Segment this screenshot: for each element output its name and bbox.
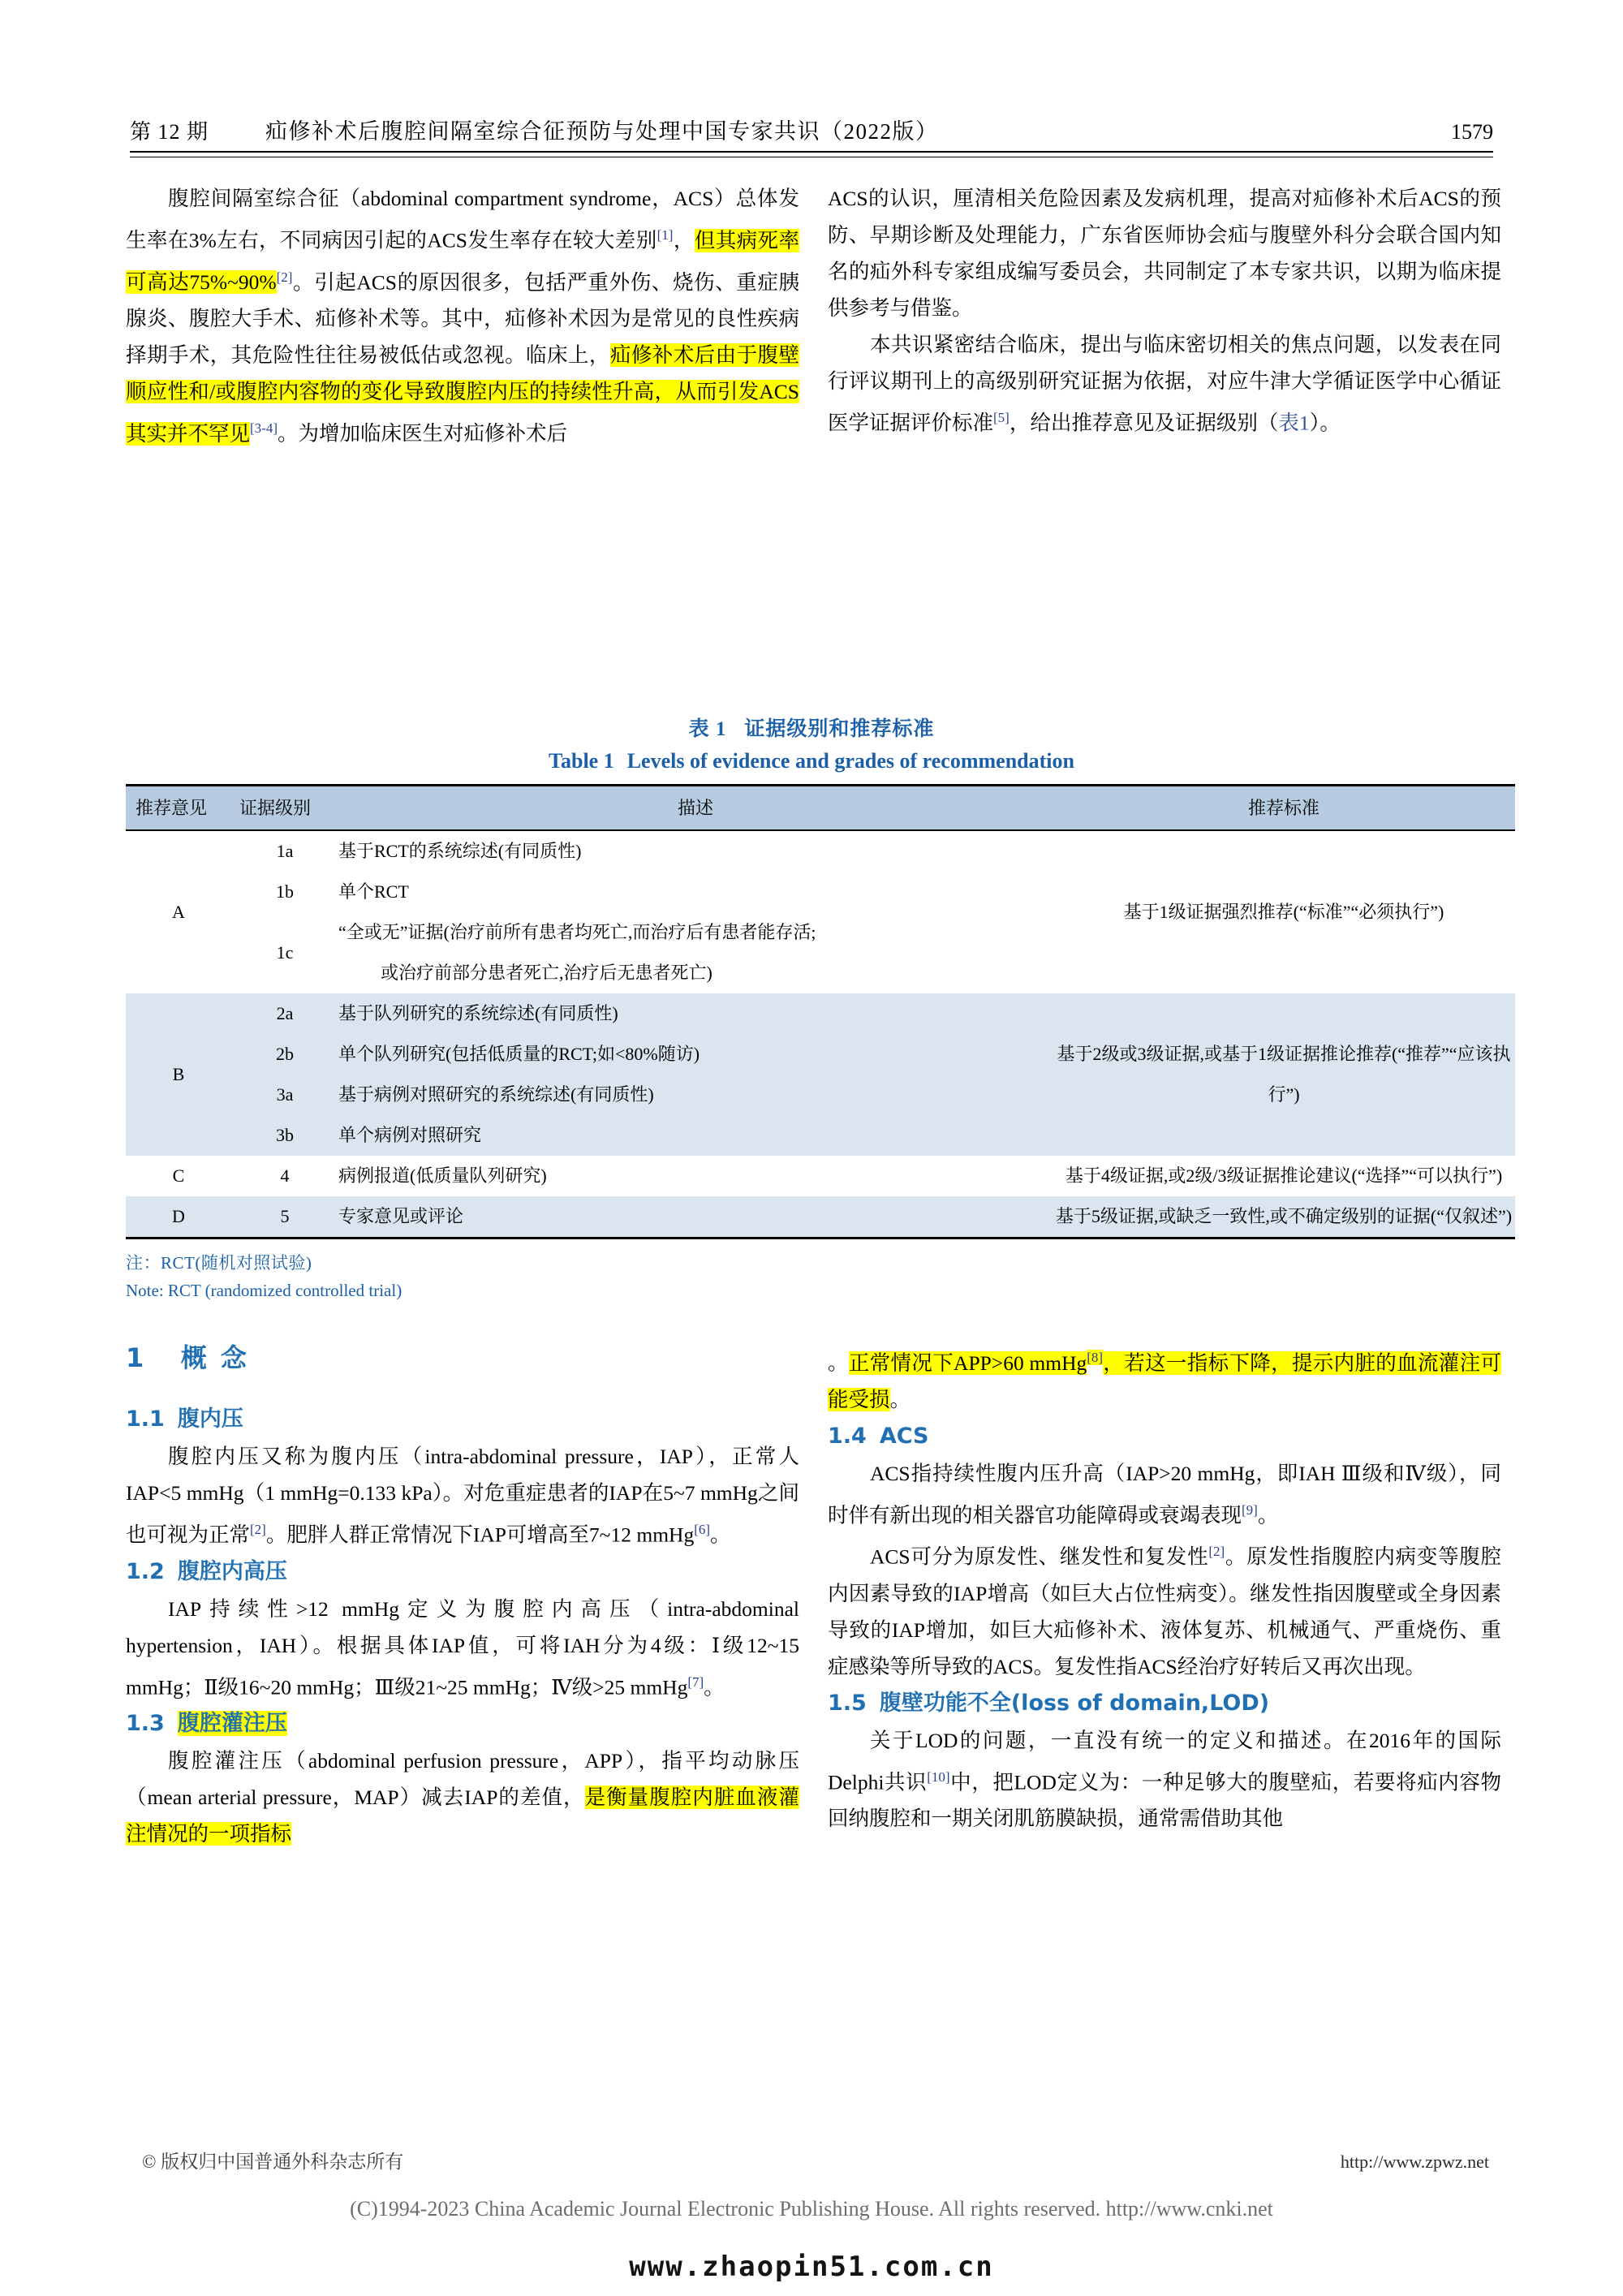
iap-text-2: 。肥胖人群正常情况下IAP可增高至7~12 mmHg [265, 1523, 695, 1547]
table-caption-chinese [126, 714, 1497, 745]
citation-ref-10: [10] [927, 1768, 950, 1785]
paragraph-1-3-body-part1 [126, 1742, 799, 1852]
section-1-number: 1 [126, 1342, 147, 1373]
table-notes [126, 1249, 1497, 1304]
right-column-bottom [828, 1339, 1501, 1837]
table-row [126, 1156, 1515, 1196]
subsection-1-1-title: 腹内压 [177, 1406, 243, 1432]
cell-description: 基于RCT的系统综述(有同质性) [338, 841, 582, 861]
table-1-block [126, 714, 1513, 1304]
cell-description: 基于队列研究的系统综述(有同质性) [338, 993, 1053, 1034]
paragraph-1-1-body [126, 1438, 799, 1553]
cell-evidence-level: 5 [231, 1196, 338, 1238]
app-text-3: 。 [889, 1387, 911, 1411]
copyright-notice: © 版权归中国普通外科杂志所有 [142, 2152, 404, 2172]
cell-description: 单个病例对照研究 [338, 1115, 1053, 1156]
subsection-1-3-title: 腹腔灌注压 [177, 1711, 287, 1736]
cell-description: 单个RCT [338, 881, 409, 902]
iah-text-1: IAP持续性>12 mmHg定义为腹腔内高压（intra-abdominal hypertension，IAH）。根据具体IAP值，可将IAH分为4级：Ⅰ级12~15 mmHg；Ⅱ级16~20 mmHg；Ⅲ级21~25 mmHg；Ⅳ级>25 mmHg [126, 1596, 799, 1699]
evidence-levels-table [126, 784, 1515, 1239]
cell-recommendation-standard: 基于5级证据,或缺乏一致性,或不确定级别的证据(“仅叙述”) [1053, 1196, 1515, 1238]
paragraph-intro-2: ACS的认识，厘清相关危险因素及发病机理，提高对疝修补术后ACS的预防、早期诊断及处理能力，广东省医师协会疝与腹壁外科分会联合国内知名的疝外科专家组成编写委员会，共同制定了本专家共识，以期为临床提供参考与借鉴。 [828, 187, 1501, 320]
cell-evidence-level: 3a [231, 1075, 338, 1115]
cell-description: 单个队列研究(包括低质量的RCT;如<80%随访) [338, 1034, 1053, 1075]
intro-text-1: 腹腔间隔室综合征（abdominal compartment syndrome，ACS）总体发生率在3%左右，不同病因引起的ACS发生率存在较大差别 [126, 187, 799, 252]
cell-recommendation-standard: 基于4级证据,或2级/3级证据推论建议(“选择”“可以执行”) [1065, 1165, 1503, 1186]
acs-def-text-2: 。 [1257, 1503, 1279, 1527]
table-caption-cn-number: 表 1 [688, 718, 727, 740]
cell-description: 基于病例对照研究的系统综述(有同质性) [338, 1075, 1053, 1115]
intro-text-2: ， [673, 228, 695, 252]
table-cross-reference[interactable]: 表1 [1278, 411, 1310, 435]
cell-evidence-level: 1c [276, 942, 294, 963]
citation-ref-2b: [2] [250, 1522, 266, 1537]
paragraph-intro-1 [126, 180, 799, 452]
table-caption-cn-text: 证据级别和推荐标准 [744, 718, 935, 740]
table-header-row [126, 786, 1515, 831]
paragraph-1-4-body-2 [828, 1533, 1501, 1685]
cell-recommendation-grade: A [172, 902, 185, 922]
header-rule [130, 151, 1493, 157]
left-column-bottom [126, 1339, 799, 1852]
cell-description-continuation: 或治疗前部分患者死亡,治疗后无患者死亡) [381, 963, 712, 983]
subsection-heading-1-2 [126, 1553, 799, 1591]
issue-number: 第 12 期 [130, 120, 209, 144]
citation-ref-2: [2] [276, 269, 293, 285]
consensus-text-2: ，给出推荐意见及证据级别（ [1009, 411, 1279, 435]
iap-text-1: 腹腔内压又称为腹内压（intra-abdominal pressure，IAP），正常人IAP<5 mmHg（1 mmHg=0.133 kPa）。对危重症患者的IAP在5~7 mmHg之间也可视为正常 [126, 1445, 799, 1547]
cell-evidence-level: 2b [231, 1034, 338, 1075]
table-body [126, 830, 1515, 1238]
highlighted-mortality-text: 但其病死率可高达75%~90% [126, 228, 799, 294]
table-row [126, 1196, 1515, 1238]
cnki-watermark-line: (C)1994-2023 China Academic Journal Electronic Publishing House. All rights reserved. http://www.cnki.net [350, 2197, 1273, 2221]
highlighted-mechanism-text: 疝修补术后由于腹壁顺应性和/或腹腔内容物的变化导致腹腔内压的持续性升高，从而引发ACS其实并不罕见 [126, 343, 799, 446]
acs-class-text-2: 。原发性指腹腔内病变等腹腔内因素导致的IAP增高（如巨大占位性病变）。继发性指因腹壁或全身因素导致的IAP增加，如巨大疝修补术、液体复苏、机械通气、严重烧伤、重症感染等所导致的ACS。复发性指ACS经治疗好转后又再次出现。 [828, 1544, 1501, 1678]
table-note-english: Note: RCT (randomized controlled trial) [126, 1281, 403, 1300]
right-column-top [828, 180, 1501, 683]
cell-evidence-level: 4 [280, 1165, 290, 1186]
table-note-chinese: 注：RCT(随机对照试验) [126, 1253, 312, 1273]
cell-recommendation-grade: D [126, 1196, 231, 1238]
lod-text-1: 关于LOD的问题，一直没有统一的定义和描述。在2016年的国际Delphi共识 [828, 1728, 1501, 1794]
table-caption-en-text: Levels of evidence and grades of recommendation [626, 749, 1074, 773]
subsection-1-2-number: 1.2 [126, 1558, 165, 1584]
subsection-1-1-number: 1.1 [126, 1406, 165, 1432]
app-text-2: 。 [828, 1350, 849, 1375]
citation-ref-9: [9] [1242, 1501, 1258, 1518]
highlighted-app-normal-a: 正常情况下APP>60 mmHg [848, 1350, 1087, 1375]
journal-website-link[interactable]: http://www.zpwz.net [1340, 2152, 1489, 2172]
table-row [126, 830, 1515, 872]
acs-def-text-1: ACS指持续性腹内压升高（IAP>20 mmHg，即IAH Ⅲ级和Ⅳ级），同时伴有新出现的相关器官功能障碍或衰竭表现 [828, 1461, 1501, 1527]
column-header-standard: 推荐标准 [1053, 786, 1515, 831]
citation-ref-7: [7] [687, 1674, 704, 1690]
cell-recommendation-standard: 基于2级或3级证据,或基于1级证据推论推荐(“推荐”“应该执行”) [1053, 993, 1515, 1156]
cell-description: 专家意见或评论 [338, 1196, 1053, 1238]
cell-recommendation-grade: B [126, 993, 231, 1156]
site-watermark: www.zhaopin51.com.cn [629, 2251, 994, 2283]
citation-ref-3: [3-4] [250, 420, 278, 436]
table-caption-english [126, 745, 1497, 778]
column-header-description: 描述 [338, 786, 1053, 831]
iah-text-2: 。 [704, 1675, 725, 1699]
paragraph-1-4-body-1 [828, 1455, 1501, 1534]
subsection-1-4-number: 1.4 [828, 1423, 867, 1449]
footer-top-row [142, 2147, 1489, 2173]
subsection-1-4-title: ACS [879, 1423, 929, 1449]
subsection-heading-1-4 [828, 1418, 1501, 1455]
cell-evidence-level: 1b [276, 881, 294, 902]
cell-evidence-level: 1a [276, 841, 294, 861]
citation-ref-1: [1] [657, 227, 674, 243]
paragraph-1-2-body [126, 1591, 799, 1706]
cell-description: “全或无”证据(治疗前所有患者均死亡,而治疗后有患者能存活; 或治疗前部分患者死亡,治疗后无患者死亡) [338, 912, 1053, 993]
subsection-heading-1-3 [126, 1705, 799, 1742]
table-row [126, 993, 1515, 1034]
table-header [126, 786, 1515, 831]
intro-text-4: 。为增加临床医生对疝修补术后 [278, 421, 568, 446]
highlighted-app-indicator: 是衡量腹腔内脏血液灌注情况的一项指标 [126, 1786, 799, 1846]
page-number: 1579 [1451, 120, 1493, 144]
cell-recommendation-standard: 基于1级证据强烈推荐(“标准”“必须执行”) [1123, 902, 1444, 922]
left-column-top [126, 180, 799, 683]
citation-ref-8: [8] [1087, 1350, 1104, 1365]
cell-evidence-level: 3b [231, 1115, 338, 1156]
lod-text-2: 中，把LOD定义为：一种足够大的腹壁疝，若要将疝内容物回纳腹腔和一期关闭肌筋膜缺损，通常需借助其他 [828, 1770, 1501, 1830]
highlighted-app-normal-b: ，若这一指标下降，提示内脏的血流灌注可能受损 [828, 1350, 1501, 1411]
paragraph-1-3-body-part2 [828, 1339, 1501, 1418]
paragraph-1-5-body [828, 1722, 1501, 1837]
article-running-title: 疝修补术后腹腔间隔室综合征预防与处理中国专家共识（2022版） [265, 119, 939, 144]
subsection-heading-1-1 [126, 1401, 799, 1438]
running-head [130, 114, 1493, 145]
subsection-1-2-title: 腹腔内高压 [177, 1558, 287, 1584]
cell-evidence-level: 2a [231, 993, 338, 1034]
subsection-heading-1-5 [828, 1685, 1501, 1722]
acs-class-text-1: ACS可分为原发性、继发性和复发性 [870, 1544, 1209, 1569]
iap-text-3: 。 [710, 1523, 731, 1547]
consensus-text-1: 本共识紧密结合临床，提出与临床密切相关的焦点问题，以发表在同行评议期刊上的高级别研究证据为依据，对应牛津大学循证医学中心循证医学证据评价标准 [828, 333, 1501, 435]
intro-text-3: 。引起ACS的原因很多，包括严重外伤、烧伤、重症胰腺炎、腹腔大手术、疝修补术等。其中，疝修补术因为是常见的良性疾病择期手术，其危险性往往易被低估或忽视。临床上， [126, 270, 800, 367]
cell-recommendation-grade: C [172, 1165, 185, 1186]
paragraph-intro-3 [828, 326, 1501, 442]
subsection-1-3-number: 1.3 [126, 1711, 165, 1736]
section-1-title: 概 念 [180, 1342, 249, 1373]
column-header-recommendation: 推荐意见 [126, 786, 231, 831]
citation-ref-5: [5] [993, 410, 1010, 425]
column-header-evidence-level: 证据级别 [231, 786, 338, 831]
section-heading-1 [126, 1339, 799, 1376]
consensus-text-3: ）。 [1309, 411, 1341, 435]
citation-ref-2c: [2] [1208, 1544, 1225, 1559]
app-text-1: 腹腔灌注压（abdominal perfusion pressure，APP），指平均动脉压（mean arterial pressure，MAP）减去IAP的差值， [126, 1749, 799, 1809]
cell-description: 病例报道(低质量队列研究) [338, 1165, 547, 1186]
citation-ref-6: [6] [694, 1522, 711, 1537]
table-caption-en-number: Table 1 [549, 749, 614, 773]
subsection-1-5-number: 1.5 [828, 1690, 867, 1716]
subsection-1-5-title: 腹壁功能不全(loss of domain,LOD) [879, 1690, 1270, 1716]
